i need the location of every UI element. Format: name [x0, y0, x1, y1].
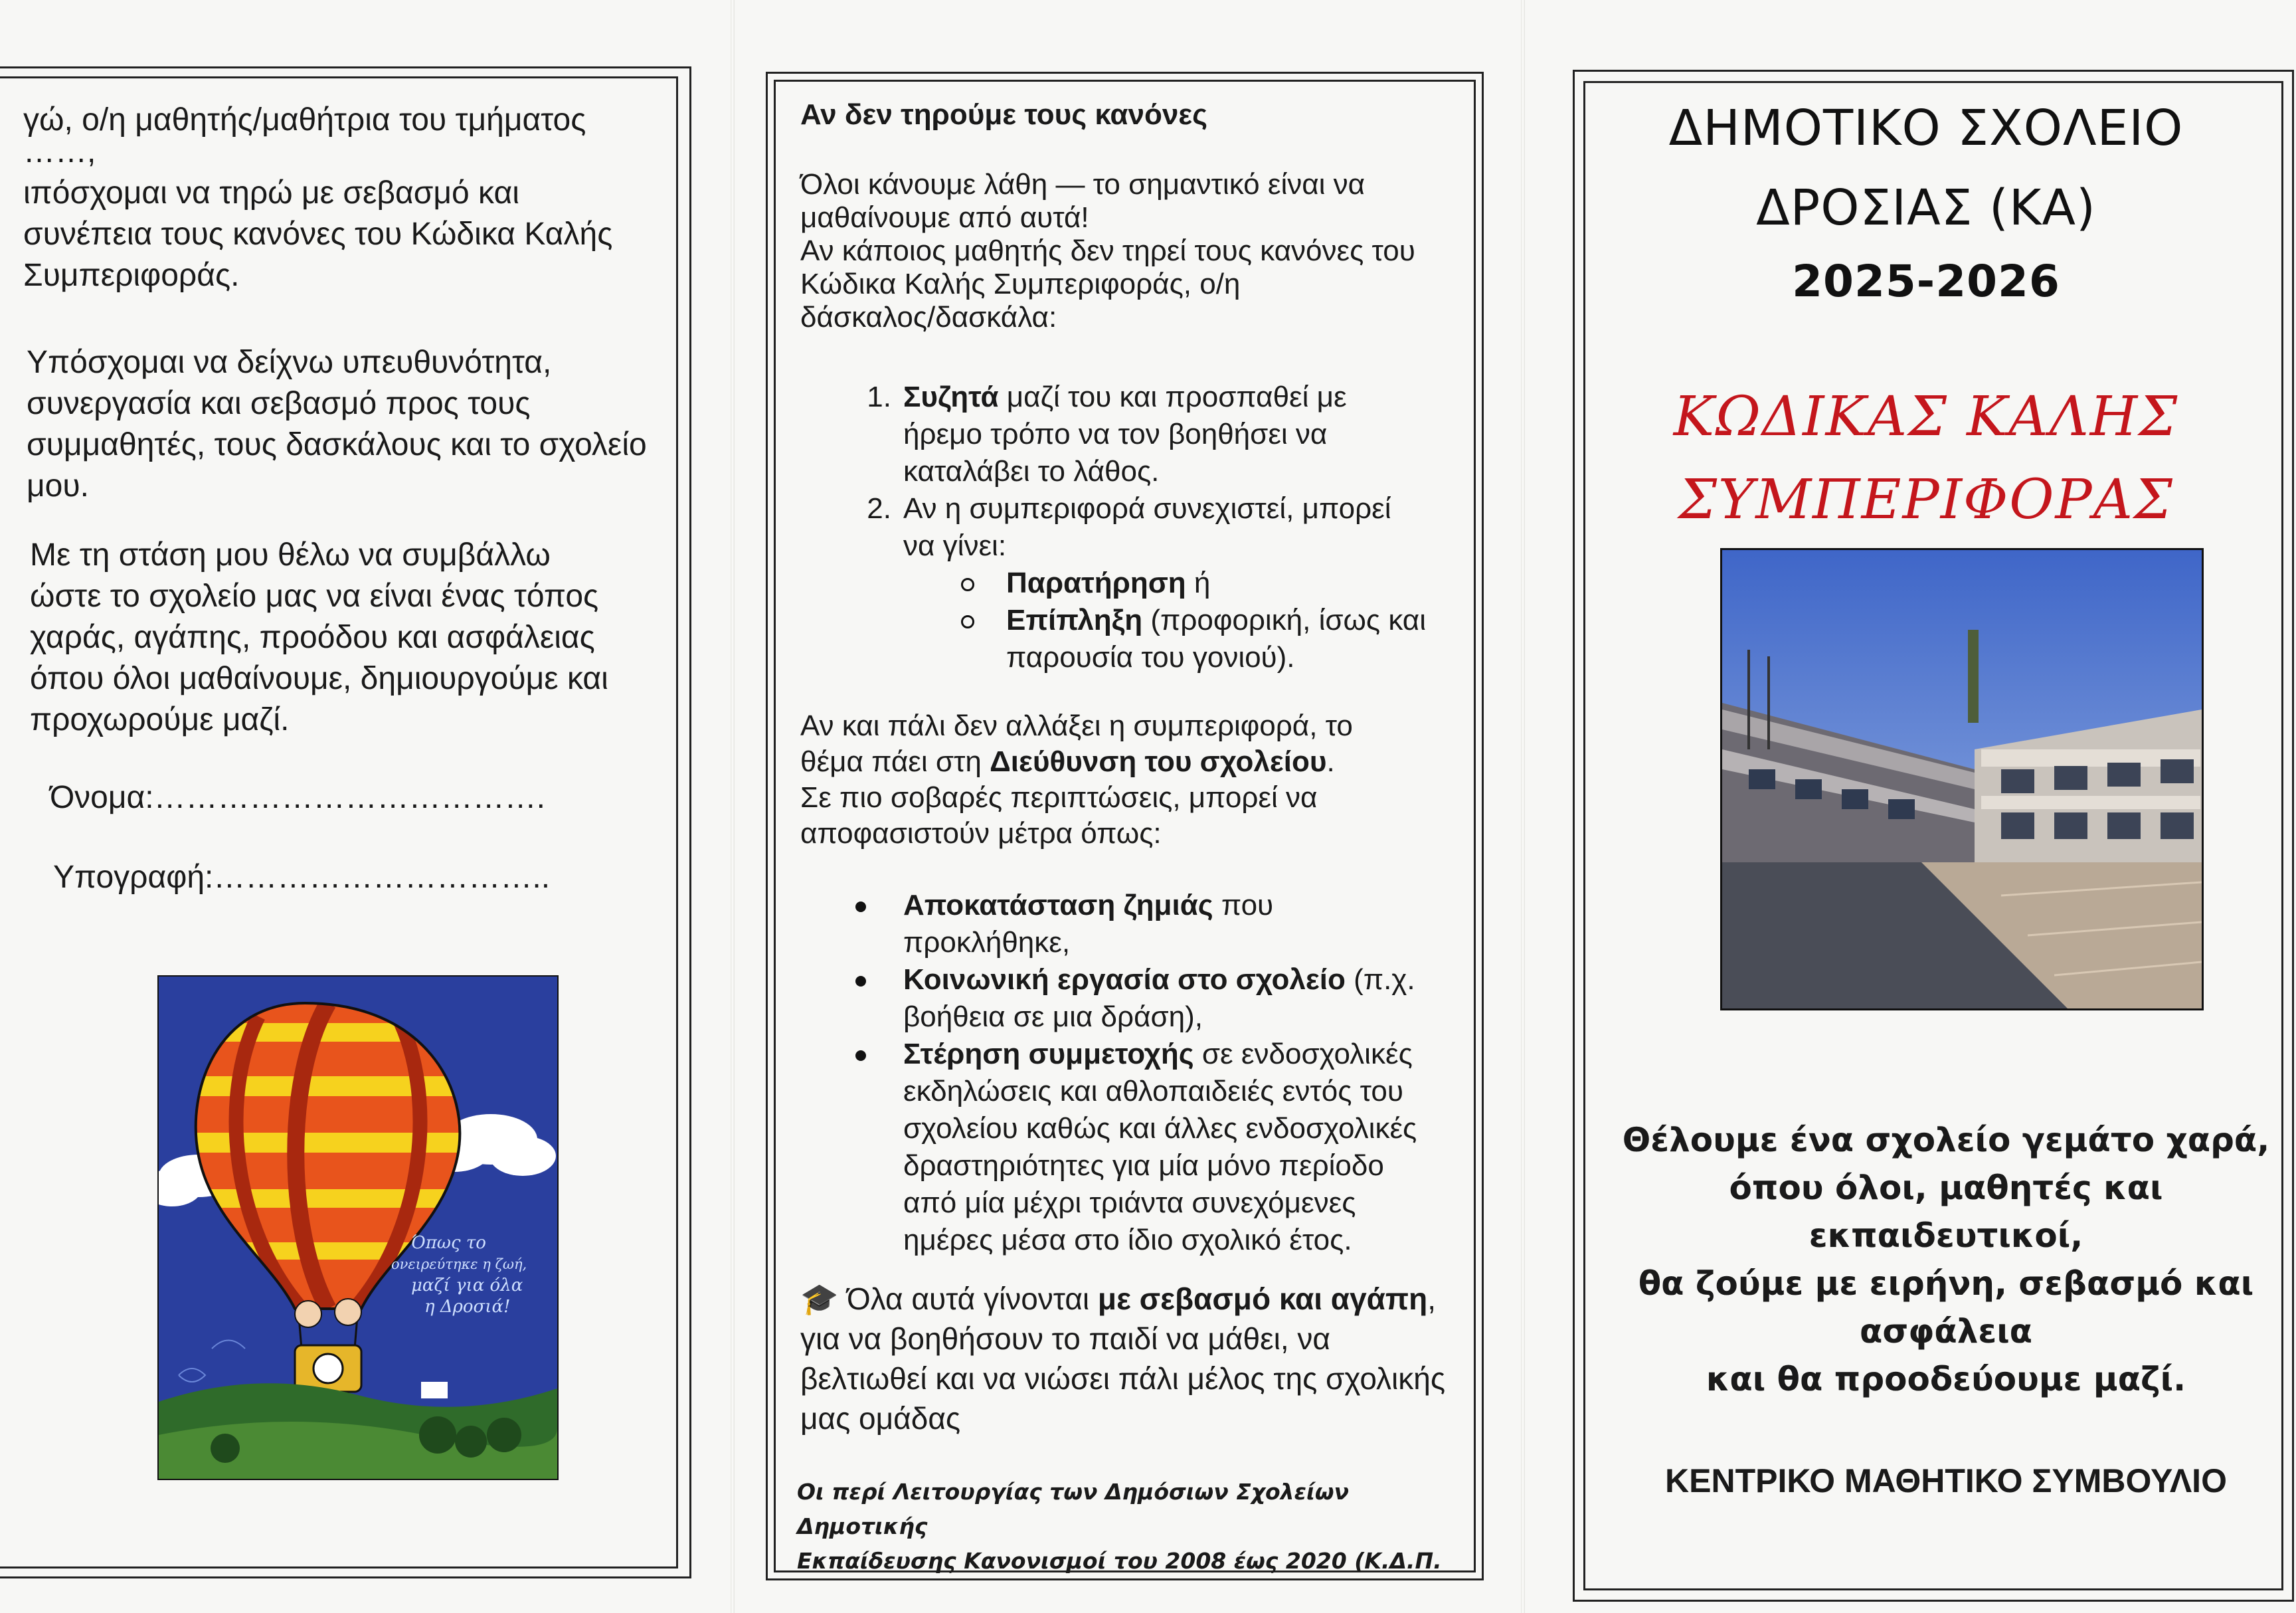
- text-line: (π.χ.: [1345, 963, 1415, 996]
- text-line: να γίνει:: [903, 529, 1007, 562]
- text-line: χαράς, αγάπης, προόδου και ασφάλειας: [30, 620, 595, 655]
- school-photo: [1720, 548, 2204, 1010]
- list-item: [903, 961, 1461, 1036]
- caption-line: ονειρεύτηκε η ζωή,: [391, 1256, 527, 1272]
- signature-field[interactable]: Υπογραφή:…………………………..: [53, 860, 551, 895]
- text-line: όπου όλοι μαθαίνουμε, δημιουργούμε και: [30, 661, 608, 696]
- text-span-bold: με σεβασμό και αγάπη: [1097, 1281, 1428, 1316]
- text-line: μου.: [27, 468, 89, 504]
- text-span: Όλα αυτά γίνονται: [838, 1281, 1098, 1316]
- pledge-responsibility: [27, 342, 691, 507]
- balloon-drawing: [157, 975, 559, 1480]
- legal-reference: [797, 1475, 1461, 1578]
- text-span: θέμα πάει στη: [800, 745, 990, 778]
- bullet-icon: [855, 976, 866, 987]
- list-item: [867, 379, 1461, 490]
- ring-bullet-icon: [961, 615, 974, 628]
- measures-list: [903, 887, 1461, 1259]
- code-title-line2: ΣΥΜΠΕΡΙΦΟΡΑΣ: [1678, 468, 2174, 531]
- sub-item-bold: Επίπληξη: [1006, 604, 1143, 636]
- balloon-illustration: [159, 977, 557, 1479]
- text-line: ήρεμο τρόπο να τον βοηθήσει να: [903, 418, 1328, 450]
- measure-bold: Στέρηση συμμετοχής: [903, 1038, 1194, 1070]
- consequences-heading: Αν δεν τηρούμε τους κανόνες: [800, 98, 1208, 131]
- ring-bullet-icon: [961, 578, 974, 591]
- text-line: ή: [1186, 567, 1211, 599]
- text-line: για να βοηθήσουν το παιδί να μάθει, να: [800, 1321, 1330, 1356]
- text-line: ασφάλεια: [1859, 1312, 2033, 1351]
- caption-line: η Δροσιά!: [424, 1297, 511, 1317]
- school-location: ΔΡΟΣΙΑΣ (ΚΑ): [1756, 179, 2096, 237]
- text-line: παρουσία του γονιού).: [1006, 641, 1295, 674]
- text-line: βελτιωθεί και να νιώσει πάλι μέλος της σχολικής: [800, 1361, 1446, 1396]
- text-line: συνεργασία και σεβασμό προς τους: [27, 386, 531, 421]
- text-line: αποφασιστούν μέτρα όπως:: [800, 817, 1162, 850]
- text-line: γώ, ο/η μαθητής/μαθήτρια του τμήματος: [23, 102, 586, 138]
- steps-list: [867, 379, 1461, 565]
- mission-statement: [1587, 1116, 2296, 1403]
- text-line: Όλοι κάνουμε λάθη — το σημαντικό είναι να: [800, 168, 1366, 201]
- bullet-icon: [855, 901, 866, 912]
- text-line: Αν και πάλι δεν αλλάξει η συμπεριφορά, το: [800, 710, 1353, 742]
- text-line: προχωρούμε μαζί.: [30, 702, 290, 737]
- page-fold: [731, 0, 735, 1613]
- measure-bold: Αποκατάσταση ζημιάς: [903, 889, 1213, 921]
- bullet-icon: [855, 1050, 866, 1061]
- text-line: ημέρες μέσα στο ίδιο σχολικό έτος.: [903, 1224, 1352, 1256]
- list-item: [1006, 602, 1464, 676]
- text-line: προκλήθηκε,: [903, 926, 1071, 959]
- text-line: Συμπεριφοράς.: [23, 258, 240, 293]
- drawing-caption: [391, 1232, 557, 1317]
- text-line: σε ενδοσχολικές: [1193, 1038, 1413, 1070]
- step-bold: Συζητά: [903, 381, 999, 413]
- pledge-attitude: [30, 535, 694, 741]
- text-line: σχολείου καθώς και άλλες ενδοσχολικές: [903, 1112, 1417, 1145]
- text-line: που: [1213, 889, 1274, 921]
- text-line: μας ομάδας: [800, 1401, 961, 1436]
- page-fold: [1521, 0, 1525, 1613]
- text-line: Με τη στάση μου θέλω να συμβάλλω: [30, 537, 551, 573]
- school-building-image: [1722, 550, 2202, 1008]
- student-council: ΚΕΝΤΡΙΚΟ ΜΑΘΗΤΙΚΟ ΣΥΜΒΟΥΛΙΟ: [1665, 1462, 2227, 1499]
- text-line: [800, 1279, 1451, 1319]
- measure-bold: Κοινωνική εργασία στο σχολείο: [903, 963, 1346, 996]
- consequences-intro: [800, 166, 1451, 336]
- caption-line: μαζί για όλα: [411, 1276, 523, 1295]
- text-line: από μία μέχρι τριάντα συνεχόμενες: [903, 1186, 1356, 1219]
- school-year: 2025-2026: [1792, 256, 2060, 307]
- text-span: ,: [1427, 1281, 1437, 1316]
- school-name: ΔΗΜΟΤΙΚΟ ΣΧΟΛΕΙΟ: [1668, 100, 2184, 157]
- text-line: ιπόσχομαι να τηρώ με σεβασμό και: [23, 175, 519, 211]
- list-item: [903, 1036, 1461, 1259]
- list-item: [867, 490, 1461, 565]
- text-line: μαθαίνουμε από αυτά!: [800, 201, 1089, 234]
- text-line: μαζί του και προσπαθεί με: [998, 381, 1347, 413]
- code-title-line1: ΚΩΔΙΚΑΣ ΚΑΛΗΣ: [1673, 385, 2179, 448]
- list-item: [1006, 565, 1464, 602]
- text-line: [800, 743, 1451, 781]
- pledge-intro: [23, 100, 687, 296]
- text-line: εκδηλώσεις και αθλοπαιδειές εντός του: [903, 1075, 1403, 1107]
- text-line: δραστηριότητες για μία μόνο περίοδο: [903, 1149, 1384, 1182]
- text-line: Οι περί Λειτουργίας των Δημόσιων Σχολείων Δημοτικής: [797, 1479, 1349, 1539]
- closing-paragraph: [800, 1279, 1451, 1438]
- text-line: Αν η συμπεριφορά συνεχιστεί, μπορεί: [903, 492, 1391, 525]
- text-line: βοήθεια σε μια δράση),: [903, 1000, 1203, 1033]
- text-line: Θέλουμε ένα σχολείο γεμάτο χαρά,: [1622, 1121, 2270, 1159]
- graduation-cap-icon: 🎓: [800, 1281, 839, 1316]
- text-span-bold: Διεύθυνση του σχολείου: [990, 745, 1327, 778]
- text-line: συνέπεια τους κανόνες του Κώδικα Καλής: [23, 217, 613, 252]
- text-line: Υπόσχομαι να δείχνω υπευθυνότητα,: [27, 345, 552, 380]
- text-line: καταλάβει το λάθος.: [903, 455, 1160, 488]
- text-line: Σε πιο σοβαρές περιπτώσεις, μπορεί να: [800, 781, 1318, 814]
- text-line: Εκπαίδευσης Κανονισμοί του 2008 έως 2020 (Κ.Δ.Π.: [797, 1548, 1442, 1574]
- list-item: [903, 887, 1461, 961]
- text-span: .: [1326, 745, 1335, 778]
- name-field[interactable]: Όνομα:……………………………….: [50, 780, 545, 815]
- text-line: Κώδικα Καλής Συμπεριφοράς, ο/η: [800, 268, 1241, 300]
- text-line: θα ζούμε με ειρήνη, σεβασμό και: [1638, 1264, 2254, 1303]
- text-line: ώστε το σχολείο μας να είναι ένας τόπος: [30, 579, 599, 614]
- text-line: ……,: [23, 134, 96, 169]
- sub-list: [1006, 565, 1464, 676]
- sub-item-bold: Παρατήρηση: [1006, 567, 1186, 599]
- caption-line: Όπως το: [411, 1233, 486, 1253]
- text-line: συμμαθητές, τους δασκάλους και το σχολείο: [27, 427, 647, 462]
- text-line: δάσκαλος/δασκάλα:: [800, 301, 1057, 333]
- list-number: 2.: [867, 492, 891, 525]
- list-number: 1.: [867, 381, 891, 413]
- escalation-paragraph: [800, 708, 1451, 852]
- text-line: και θα προοδεύουμε μαζί.: [1706, 1360, 2186, 1398]
- text-line: Αν κάποιος μαθητής δεν τηρεί τους κανόνες του: [800, 235, 1415, 267]
- text-line: (προφορική, ίσως και: [1142, 604, 1426, 636]
- text-line: όπου όλοι, μαθητές και εκπαιδευτικοί,: [1729, 1169, 2163, 1255]
